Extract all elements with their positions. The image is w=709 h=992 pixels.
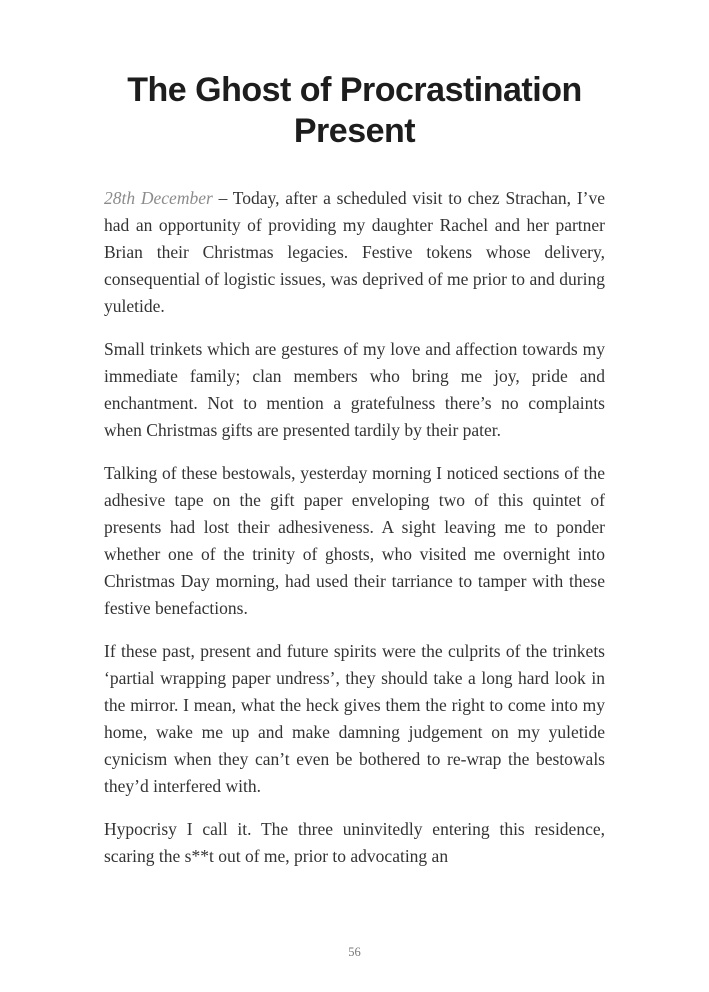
date-separator: – bbox=[212, 187, 233, 208]
paragraph-text: Today, after a scheduled visit to chez Strachan, I’ve had an opportunity of providing my daughter Rachel and her partner Brian their Christmas legacies. Festive tokens whose delivery, consequential of logistic issues, was deprived of me prior to and during yuletide. bbox=[104, 187, 605, 316]
paragraph: Talking of these bestowals, yesterday morning I noticed sections of the adhesive tape on the gift paper enveloping two of this quintet of presents had lost their adhesiveness. A sight leaving me to ponder whether one of the trinity of ghosts, who visited me overnight into Christmas Day morning, had used their tarriance to tamper with these festive benefactions. bbox=[104, 462, 605, 618]
paragraph-diary-entry bbox=[104, 185, 605, 320]
paragraph: If these past, present and future spirits were the culprits of the trinkets ‘partial wrapping paper undress’, they should take a long hard look in the mirror. I mean, what the heck gives them the right to come into my home, wake me up and make damning judgement on my yuletide cynicism when they can’t even be bothered to re-wrap the bestowals they’d interfered with. bbox=[104, 640, 605, 796]
paragraph: Small trinkets which are gestures of my love and affection towards my immediate family; clan members who bring me joy, pride and enchantment. Not to mention a gratefulness there’s no complaints when Christmas gifts are presented tardily by their pater. bbox=[104, 338, 605, 440]
entry-date: 28th December bbox=[104, 187, 213, 208]
page-number: 56 bbox=[348, 945, 361, 959]
chapter-body bbox=[104, 185, 605, 870]
chapter-title: The Ghost of Procrastination Present bbox=[127, 71, 582, 151]
paragraph: Hypocrisy I call it. The three uninvitedly entering this residence, scaring the s**t out of me, prior to advocating an bbox=[104, 818, 605, 866]
